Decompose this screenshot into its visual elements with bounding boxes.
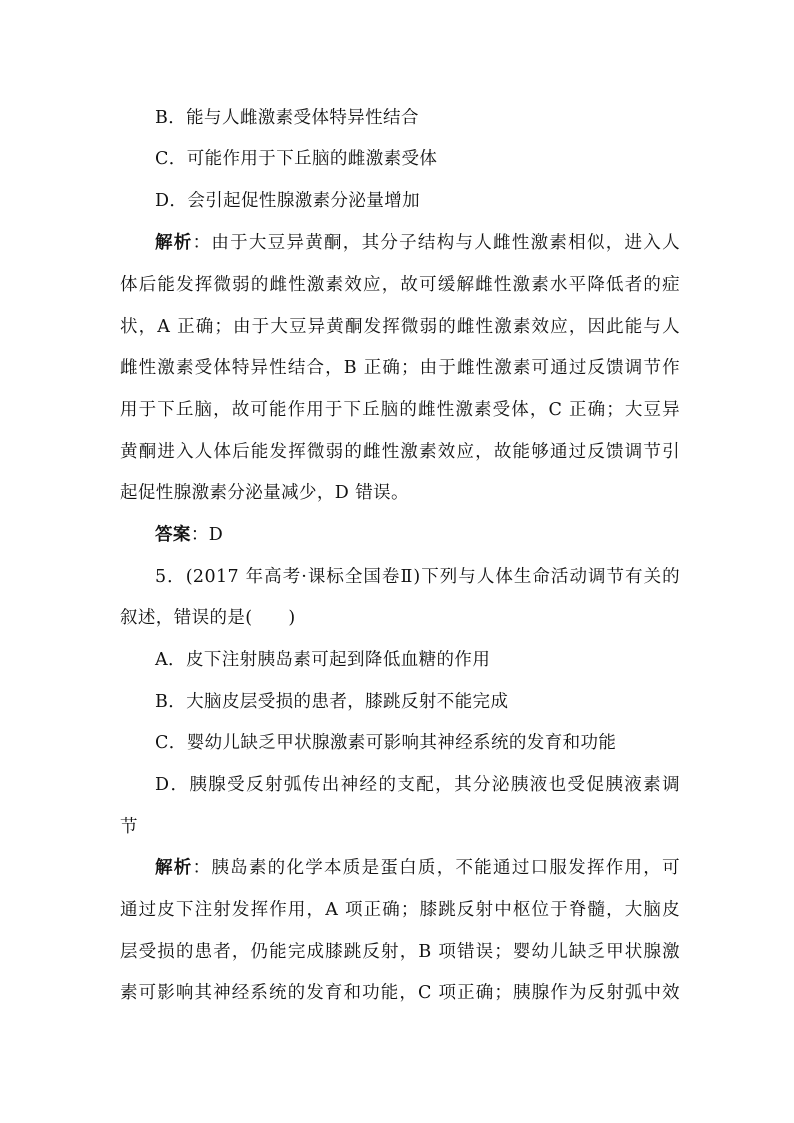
answer-label: 答案 xyxy=(155,525,191,545)
paragraph-line: 素可影响其神经系统的发育和功能，C 项正确；胰腺作为反射弧中效 xyxy=(120,983,680,1003)
option-b-line: B．大脑皮层受损的患者，膝跳反射不能完成 xyxy=(155,692,509,712)
analysis-text: ：由于大豆异黄酮，其分子结构与人雌性激素相似，进入人 xyxy=(192,233,680,253)
analysis-text: ：胰岛素的化学本质是蛋白质，不能通过口服发挥作用，可 xyxy=(192,858,680,878)
option-b-line: B．能与人雌激素受体特异性结合 xyxy=(155,108,419,128)
option-c-line: C．可能作用于下丘脑的雌激素受体 xyxy=(155,149,438,169)
paragraph-line: 用于下丘脑，故可能作用于下丘脑的雌性激素受体，C 正确；大豆异 xyxy=(120,400,680,420)
paragraph-line: 层受损的患者，仍能完成膝跳反射，B 项错误；婴幼儿缺乏甲状腺激 xyxy=(120,942,680,962)
paragraph-line: 体后能发挥微弱的雌性激素效应，故可缓解雌性激素水平降低者的症 xyxy=(120,275,680,295)
question-stem-line: 叙述，错误的是( ) xyxy=(120,608,296,628)
option-a-line: A．皮下注射胰岛素可起到降低血糖的作用 xyxy=(155,650,491,670)
option-d-line: D．胰腺受反射弧传出神经的支配，其分泌胰液也受促胰液素调 xyxy=(155,775,680,795)
option-c-line: C．婴幼儿缺乏甲状腺激素可影响其神经系统的发育和功能 xyxy=(155,733,617,753)
paragraph-line: 通过皮下注射发挥作用，A 项正确；膝跳反射中枢位于脊髓，大脑皮 xyxy=(120,900,680,920)
analysis-line xyxy=(155,856,680,880)
paragraph-line: 黄酮进入人体后能发挥微弱的雌性激素效应，故能够通过反馈调节引 xyxy=(120,442,680,462)
answer-line xyxy=(155,523,715,547)
answer-text: ：D xyxy=(190,525,224,545)
analysis-label: 解析 xyxy=(155,858,193,878)
option-d-line: D．会引起促性腺激素分泌量增加 xyxy=(155,191,421,211)
paragraph-line: 起促性腺激素分泌量减少，D 错误。 xyxy=(120,483,409,503)
analysis-line xyxy=(155,231,680,255)
question-stem-line: 5．(2017 年高考·课标全国卷Ⅱ)下列与人体生命活动调节有关的 xyxy=(155,567,680,587)
analysis-label: 解析 xyxy=(155,233,193,253)
option-d-line-cont: 节 xyxy=(120,817,138,837)
paragraph-line: 雌性激素受体特异性结合，B 正确；由于雌性激素可通过反馈调节作 xyxy=(120,358,680,378)
paragraph-line: 状，A 正确；由于大豆异黄酮发挥微弱的雌性激素效应，因此能与人 xyxy=(120,317,680,337)
